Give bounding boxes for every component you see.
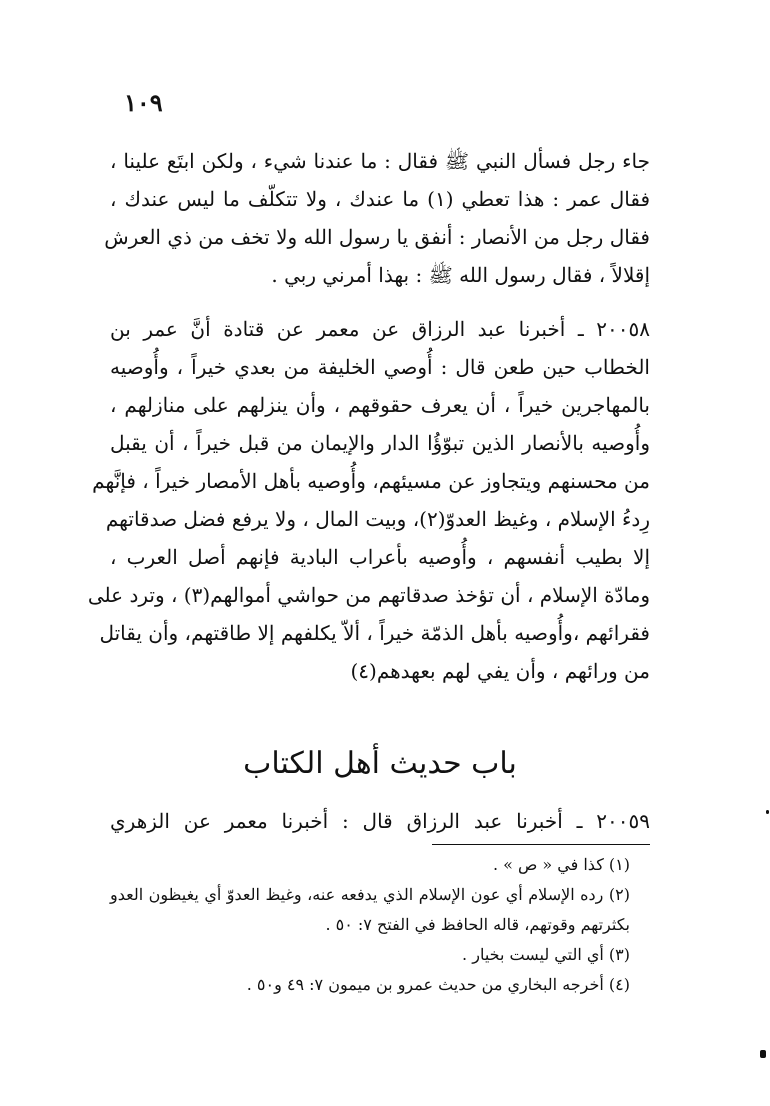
- scan-speck: [766, 810, 769, 814]
- text-line: ٢٠٠٥٩ ـ أخبرنا عبد الرزاق قال : أخبرنا معمر عن الزهري: [110, 809, 650, 833]
- text-line: بالمهاجرين خيراً ، أن يعرف حقوقهم ، وأن ينزلهم على منازلهم ،: [110, 393, 650, 417]
- footnote-divider: [432, 844, 650, 845]
- text-line: الخطاب حين طعن قال : أُوصي الخليفة من بعدي خيراً ، وأُوصيه: [110, 355, 650, 379]
- text-line: من محسنهم ويتجاوز عن مسيئهم، وأُوصيه بأهل الأمصار خيراً ، فإنَّهم: [92, 469, 650, 493]
- footnote-3: (٣) أي التي ليست بخيار .: [462, 945, 630, 964]
- footnote-1: (١) كذا في « ص » .: [492, 855, 630, 874]
- scan-speck: [760, 1050, 766, 1058]
- text-line: ومادّة الإسلام ، أن تؤخذ صدقاتهم من حواشي أموالهم(٣) ، وترد على: [87, 583, 650, 607]
- text-line: فقرائهم ،وأُوصيه بأهل الذمّة خيراً ، ألاّ يكلفهم إلا طاقتهم، وأن يقاتل: [99, 621, 650, 645]
- chapter-heading: باب حديث أهل الكتاب: [243, 746, 517, 781]
- footnote-2: (٢) رده الإسلام أي عون الإسلام الذي يدفعه عنه، وغيظ العدوّ أي يغيظون العدو: [110, 885, 630, 904]
- page-number: ١٠٩: [124, 88, 163, 117]
- footnote-4: (٤) أخرجه البخاري من حديث عمرو بن ميمون ٧: ٤٩ و٥٠ .: [246, 975, 630, 994]
- text-line: من ورائهم ، وأن يفي لهم بعهدهم(٤): [350, 659, 650, 683]
- footnotes: [110, 850, 630, 1000]
- footnote-2-continued: بكثرتهم وقوتهم، قاله الحافظ في الفتح ٧: ٥٠ .: [325, 915, 630, 934]
- hadith-20058: [87, 310, 650, 690]
- paragraph-continuation: [104, 142, 650, 294]
- text-line: جاء رجل فسأل النبي ﷺ فقال : ما عندنا شيء ، ولكن ابتَع علينا ،: [110, 149, 650, 173]
- text-line: فقال عمر : هذا تعطي (١) ما عندك ، ولا تتكلّف ما ليس عندك ،: [110, 187, 650, 211]
- text-line: ٢٠٠٥٨ ـ أخبرنا عبد الرزاق عن معمر عن قتادة أنَّ عمر بن: [110, 317, 650, 341]
- text-line: إقلالاً ، فقال رسول الله ﷺ : بهذا أمرني ربي .: [271, 263, 650, 287]
- text-line: رِدءُ الإسلام ، وغيظ العدوّ(٢)، وبيت المال ، ولا يرفع فضل صدقاتهم: [105, 507, 650, 531]
- text-line: وأُوصيه بالأنصار الذين تبوّؤُا الدار والإيمان من قبل خيراً ، أن يقبل: [110, 431, 650, 455]
- text-line: فقال رجل من الأنصار : أنفق يا رسول الله ولا تخف من ذي العرش: [104, 225, 650, 249]
- hadith-20059: [110, 802, 650, 840]
- text-line: إلا بطيب أنفسهم ، وأُوصيه بأعراب البادية فإنهم أصل العرب ،: [110, 545, 650, 569]
